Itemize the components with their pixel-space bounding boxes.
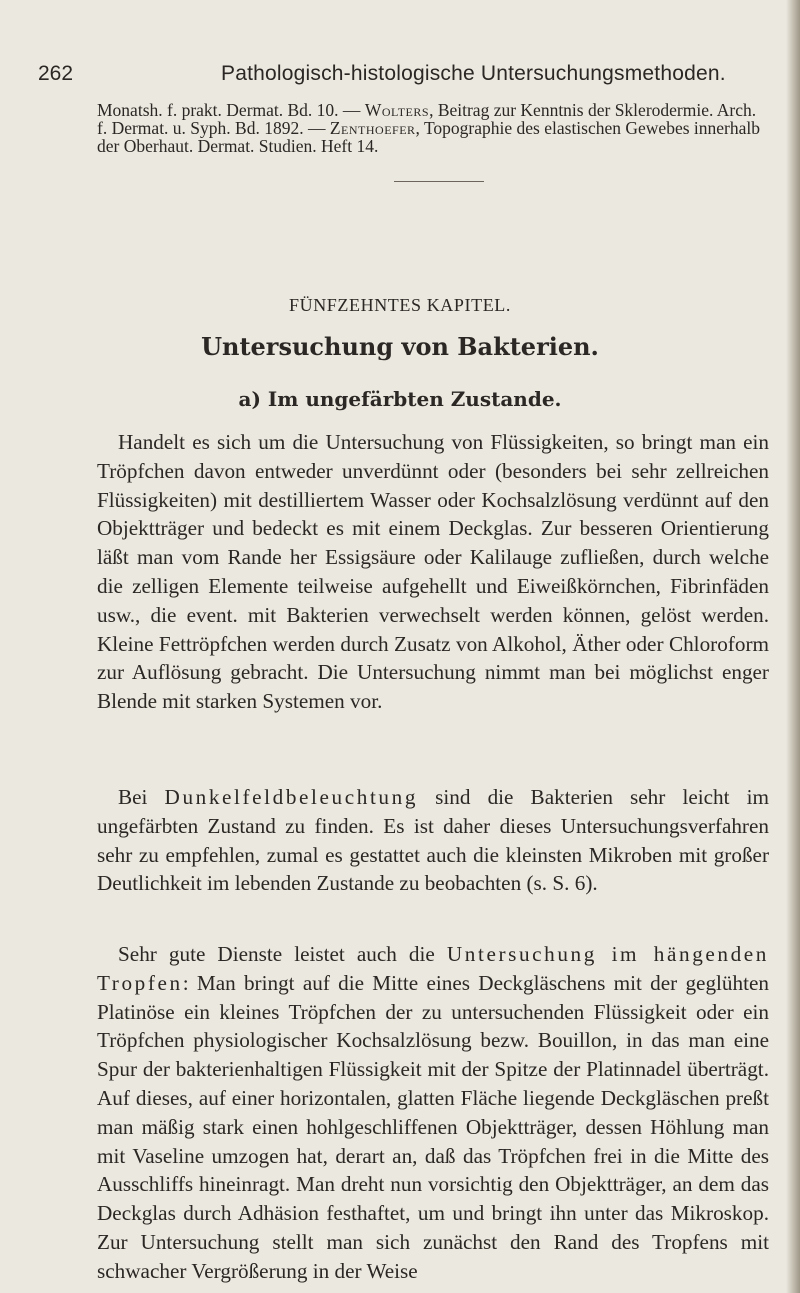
emphasis-term: Dunkelfeldbeleuchtung xyxy=(164,785,419,809)
reference-author: Wolters xyxy=(364,100,430,120)
paragraph-text: Bei xyxy=(118,785,165,809)
references-block xyxy=(97,101,769,155)
paragraph-text: Sehr gute Dienste leistet auch die xyxy=(118,942,447,966)
paragraph-text: : Man bringt auf die Mitte eines Deckgläschens mit der geglühten Platinöse ein kleines Tröpfchen der zu untersuchenden Flüssigkeit oder ein Tröpfchen physiologischer Kochsalzlösung bezw. Bouillon, in das man eine Spur der bakterienhaltigen Flüssigkeit mit der Spitze der Platinnadel überträgt. Auf dieses, auf einer horizontalen, glatten Fläche liegende Deckgläschen preßt man mäßig stark einen hohlgeschliffenen Objektträger, dessen Höhlung man mit Vaseline umzogen hat, derart an, daß das Tröpfchen frei in die Mitte des Ausschliffs hineinragt. Man dreht nun vorsichtig den Objektträger, an dem das Deckglas durch Adhäsion festhaftet, um und bringt ihn unter das Mikroskop. Zur Untersuchung stellt man sich zunächst den Rand des Tropfens mit schwacher Vergrößerung in der Weise xyxy=(97,970,769,1283)
reference-author: Zenthoefer xyxy=(329,118,416,138)
chapter-label: FÜNFZEHNTES KAPITEL. xyxy=(289,295,511,315)
section-divider xyxy=(394,181,484,182)
chapter-title: Untersuchung von Bakterien. xyxy=(201,332,599,361)
paragraph: Handelt es sich um die Untersuchung von Flüssigkeiten, so bringt man ein Tröpfchen davon entweder unverdünnt oder (besonders bei sehr zellreichen Flüssigkeiten) mit destilliertem Wasser oder Kochsalzlösung verdünnt auf den Objektträger und bedeckt es mit einem Deckglas. Zur besseren Orientierung läßt man vom Rande her Essigsäure oder Kalilauge zufließen, durch welche die zelligen Elemente teilweise aufgehellt und Eiweißkörnchen, Fibrinfäden usw., die event. mit Bakterien verwechselt werden können, gelöst werden. Kleine Fettröpfchen werden durch Zusatz von Alkohol, Äther oder Chloroform zur Auflösung gebracht. Die Untersuchung nimmt man bei möglichst enger Blende mit starken Systemen vor. xyxy=(97,430,769,714)
page-number: 262 xyxy=(38,62,74,85)
page-header xyxy=(38,50,778,90)
page-edge-shadow xyxy=(786,0,800,1293)
emphasis-term: Untersuchung im hängenden Tropfen xyxy=(97,942,769,995)
reference-text: , Topographie des elastischen Gewebes innerhalb der Oberhaut. Dermat. Studien. Heft 14. xyxy=(97,118,760,156)
running-title: Pathologisch-histologische Untersuchungsmethoden. xyxy=(221,62,726,85)
section-subtitle: a) Im ungefärbten Zustande. xyxy=(238,387,562,411)
paragraph xyxy=(97,940,769,1286)
paragraph xyxy=(97,783,769,898)
reference-text: Monatsh. f. prakt. Dermat. Bd. 10. — xyxy=(97,100,365,120)
reference-text: , Beitrag zur Kenntnis der Sklerodermie. Arch. f. Dermat. u. Syph. Bd. 1892. — xyxy=(97,100,757,138)
paragraph-text: sind die Bakterien sehr leicht im ungefärbten Zustand zu finden. Es ist daher dieses Untersuchungsverfahren sehr zu empfehlen, zumal es gestattet auch die kleinsten Mikroben mit großer Deutlichkeit im lebenden Zustande zu beobachten (s. S. 6). xyxy=(97,785,769,896)
